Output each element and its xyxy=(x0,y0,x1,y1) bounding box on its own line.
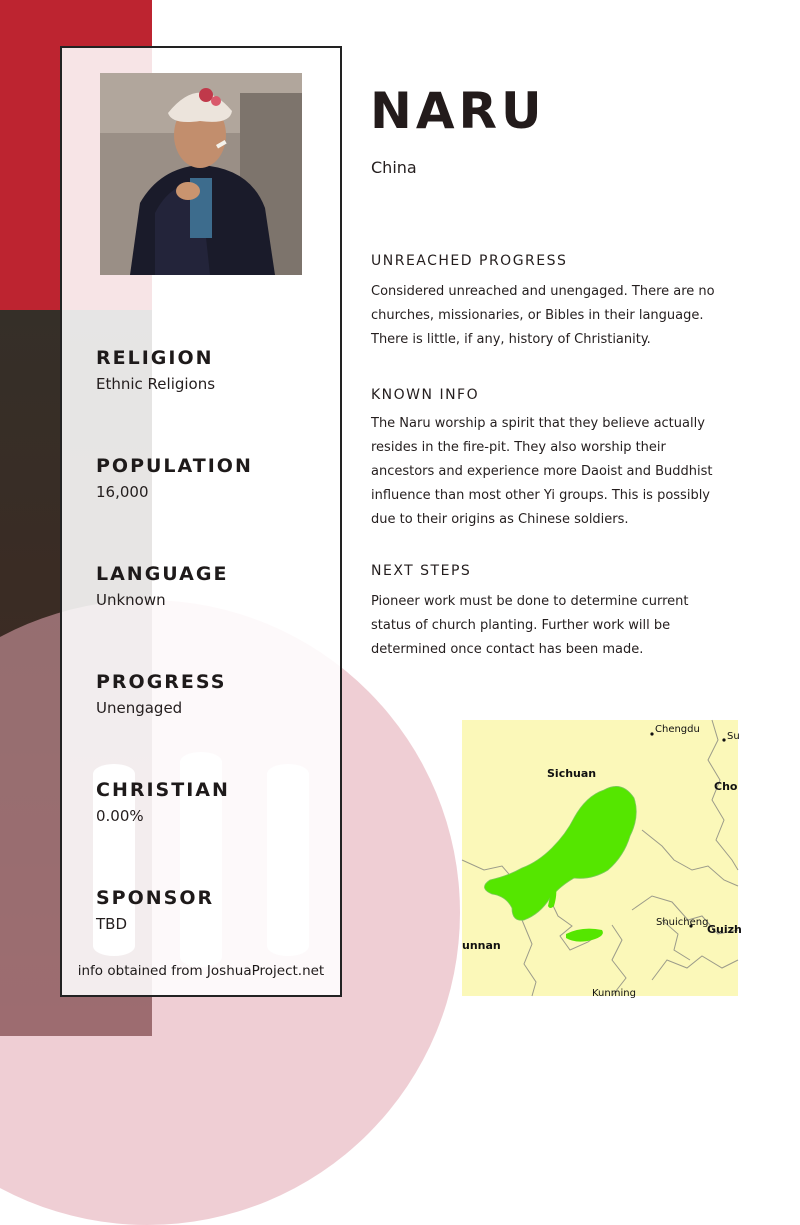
body-line: There is little, if any, history of Christianity. xyxy=(371,332,651,347)
body-line: The Naru worship a spirit that they believe actually xyxy=(371,416,705,431)
next-steps-body xyxy=(371,590,731,662)
map-label-guizh: Guizh xyxy=(707,923,742,936)
next-steps-heading: NEXT STEPS xyxy=(371,563,472,579)
region-map xyxy=(462,720,742,999)
body-line: churches, missionaries, or Bibles in their language. xyxy=(371,308,704,323)
religion-label: RELIGION xyxy=(96,347,214,369)
unreached-progress-heading: UNREACHED PROGRESS xyxy=(371,253,568,269)
city-dot xyxy=(650,732,653,735)
christian-label: CHRISTIAN xyxy=(96,779,230,801)
map-label-chengdu: Chengdu xyxy=(655,724,700,735)
body-line: influence than most other Yi groups. This is possibly xyxy=(371,488,711,503)
map-label-cho: Cho xyxy=(714,780,738,793)
body-line: determined once contact has been made. xyxy=(371,642,644,657)
progress-value: Unengaged xyxy=(96,699,183,717)
map-label-shuicheng: Shuicheng xyxy=(656,917,709,928)
body-line: status of church planting. Further work will be xyxy=(371,618,671,633)
page-title: NARU xyxy=(370,82,546,140)
language-value: Unknown xyxy=(96,591,166,609)
map-label-su: Su xyxy=(727,731,740,742)
population-value: 16,000 xyxy=(96,483,149,501)
body-line: resides in the fire-pit. They also worship their xyxy=(371,440,666,455)
map-label-unnan: unnan xyxy=(462,939,501,952)
body-line: due to their origins as Chinese soldiers. xyxy=(371,512,629,527)
sponsor-value: TBD xyxy=(96,915,128,933)
religion-value: Ethnic Religions xyxy=(96,375,216,393)
unreached-progress-body xyxy=(371,280,731,352)
christian-value: 0.00% xyxy=(96,807,144,825)
language-label: LANGUAGE xyxy=(96,563,229,585)
region-map-svg xyxy=(462,720,742,999)
body-line: ancestors and experience more Daoist and Buddhist xyxy=(371,464,713,479)
population-label: POPULATION xyxy=(96,455,253,477)
sponsor-label: SPONSOR xyxy=(96,887,215,909)
decor-pill xyxy=(267,764,309,956)
person-photo xyxy=(100,73,302,275)
map-label-kunming: Kunming xyxy=(592,988,636,999)
map-label-sichuan: Sichuan xyxy=(547,767,597,780)
progress-label: PROGRESS xyxy=(96,671,227,693)
city-dot xyxy=(722,738,725,741)
known-info-heading: KNOWN INFO xyxy=(371,387,480,403)
country-subtitle: China xyxy=(371,158,417,177)
body-line: Pioneer work must be done to determine current xyxy=(371,594,689,609)
body-line: Considered unreached and unengaged. There are no xyxy=(371,284,715,299)
known-info-body xyxy=(371,412,731,532)
source-note: info obtained from JoshuaProject.net xyxy=(77,963,325,979)
person-photo-icon xyxy=(100,73,302,275)
